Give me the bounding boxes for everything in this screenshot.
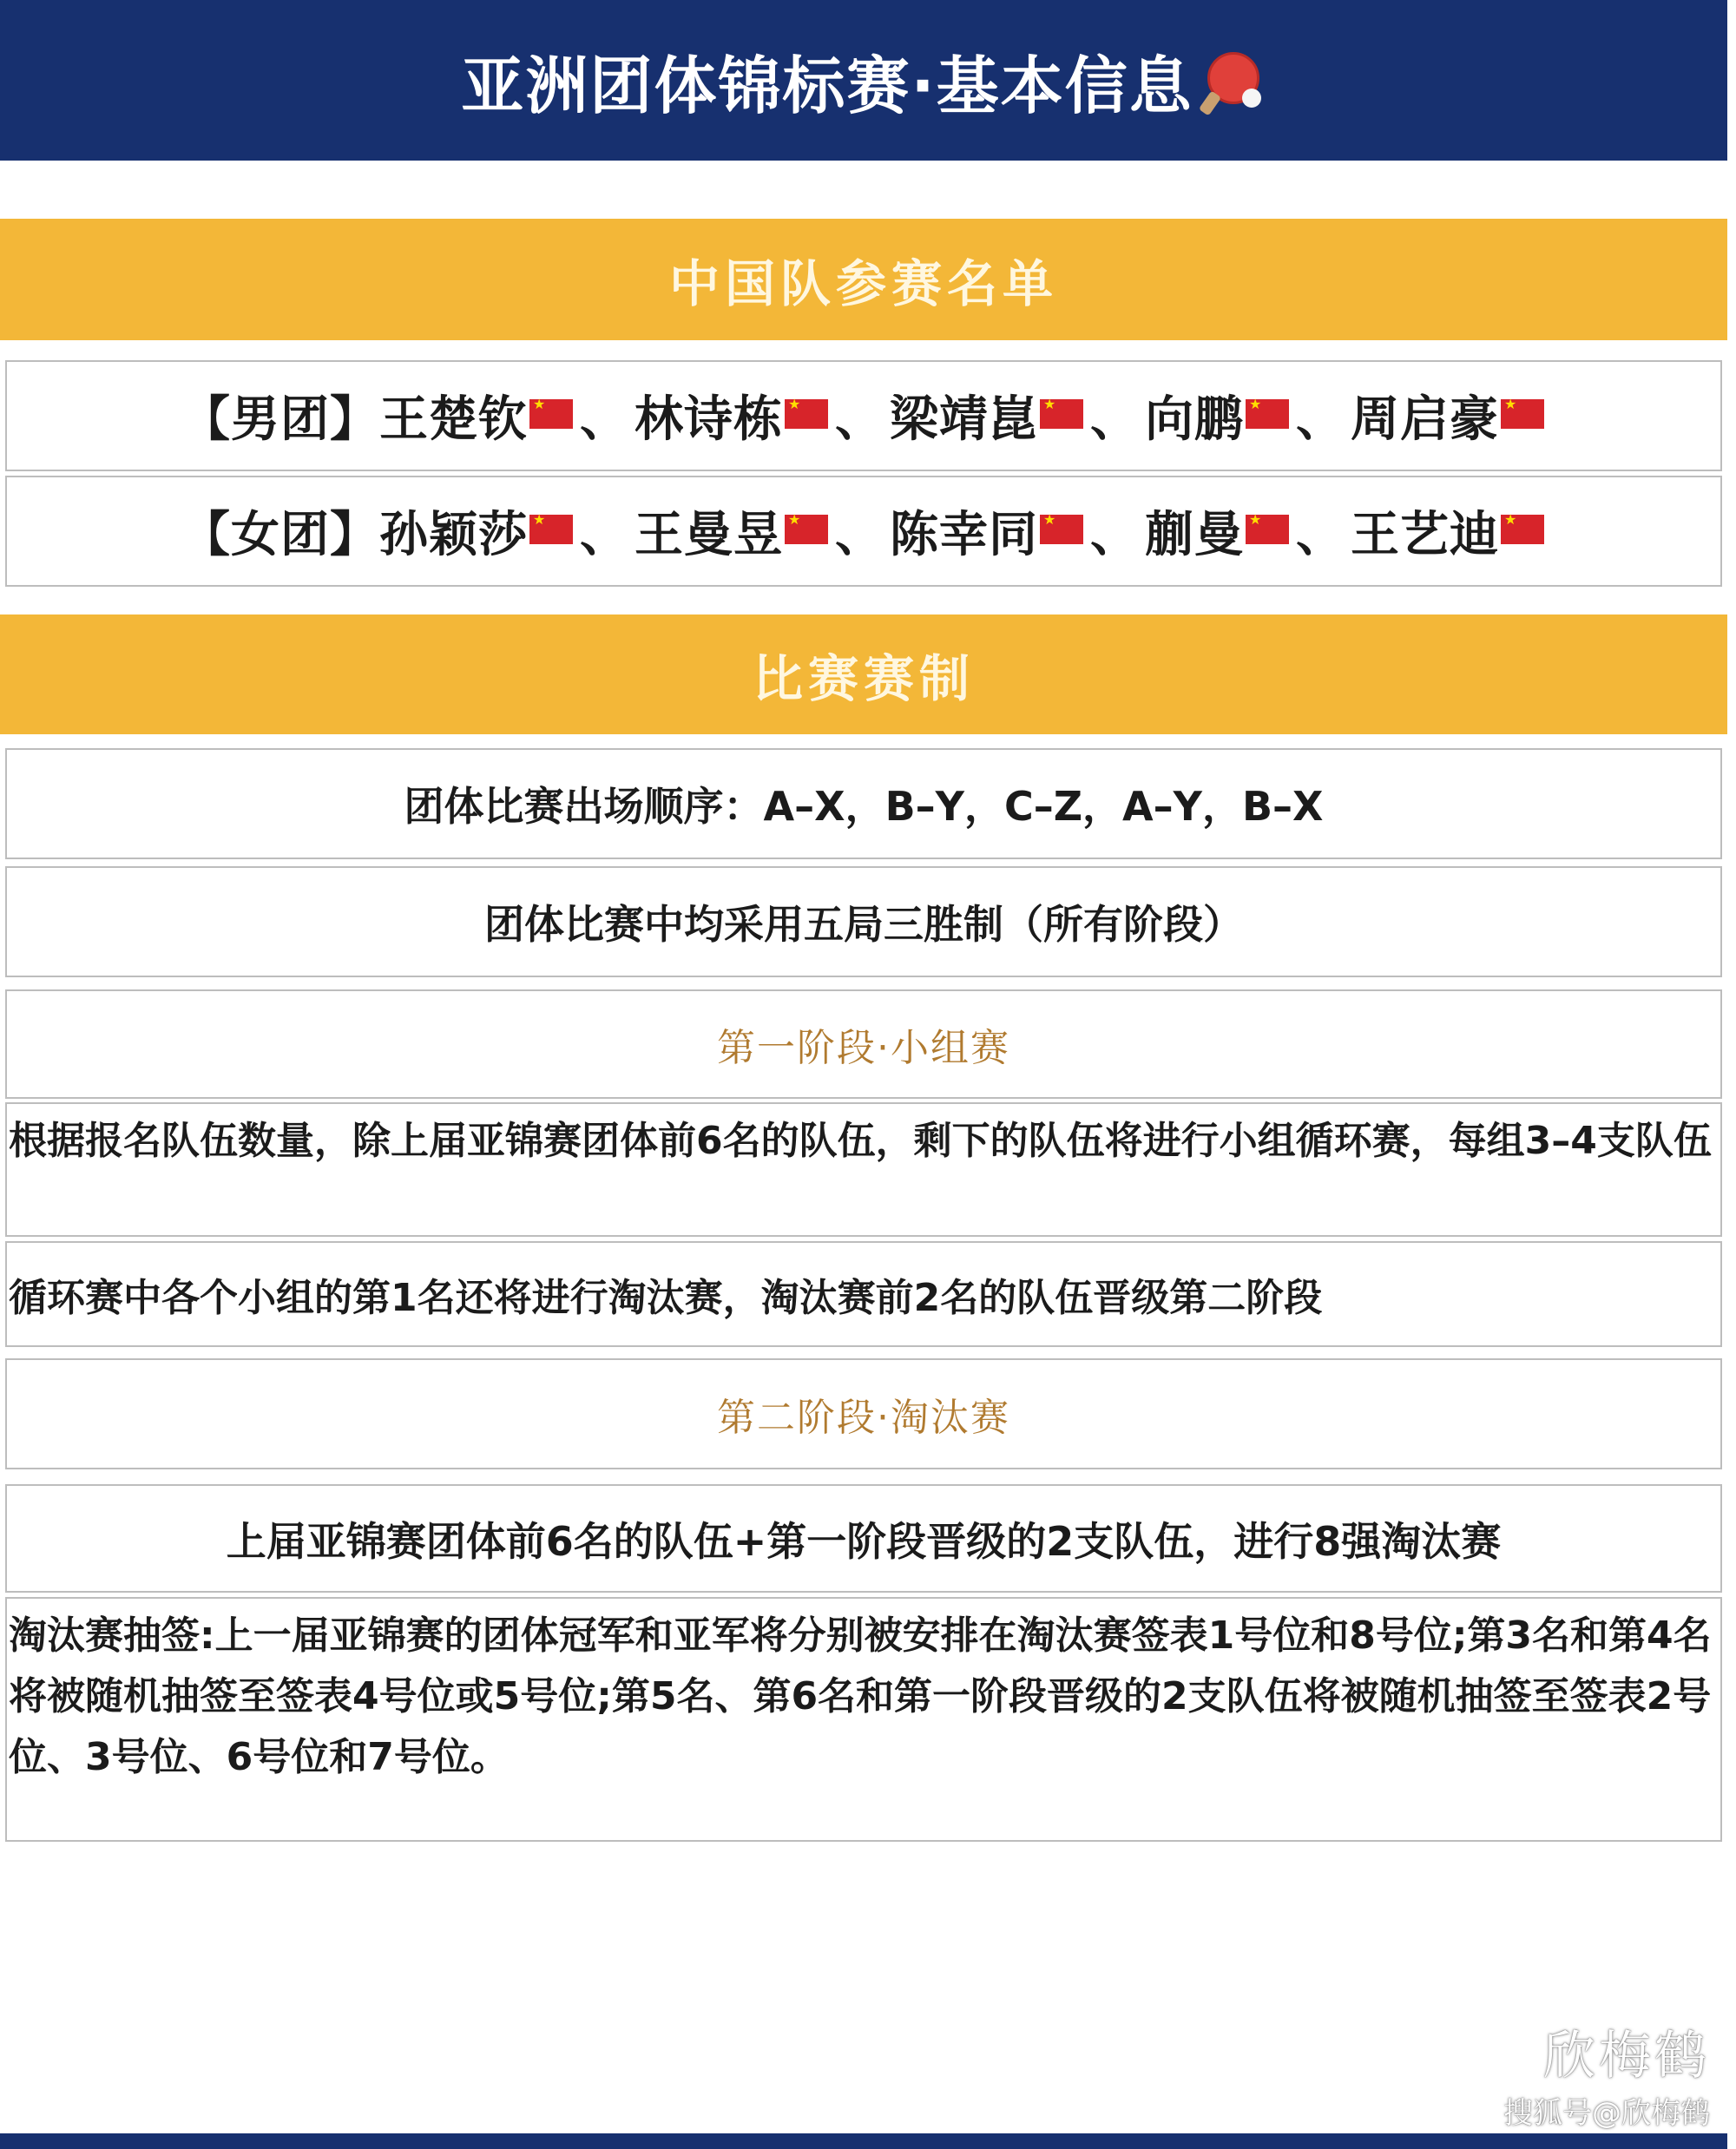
player-name: 梁靖崑 <box>890 391 1038 448</box>
stage1-paragraph-1: 根据报名队伍数量，除上届亚锦赛团体前6名的队伍，剩下的队伍将进行小组循环赛，每组3–4支队伍 <box>5 1102 1722 1237</box>
stage1-title: 第一阶段·小组赛 <box>5 989 1722 1099</box>
women-team-row: 【女团】 孙颖莎 ★ 、 王曼昱 ★ 、 陈幸同 ★ 、 蒯曼 ★ 、 王艺迪 ★ <box>5 476 1722 587</box>
format-section-title: 比赛赛制 <box>0 614 1727 734</box>
page-title: 亚洲团体锦标赛·基本信息 <box>461 49 1194 122</box>
player-name: 孙颖莎 <box>379 507 528 563</box>
page-header <box>0 0 1727 161</box>
draw-rules-paragraph: 淘汰赛抽签:上一届亚锦赛的团体冠军和亚军将分别被安排在淘汰赛签表1号位和8号位;第3名和第4名将被随机抽签至签表4号位或5号位;第5名、第6名和第一阶段晋级的2支队伍将被随机抽签至签表2号位、3号位、6号位和7号位。 <box>5 1597 1722 1842</box>
player-name: 蒯曼 <box>1145 507 1244 563</box>
china-flag-icon <box>785 515 828 544</box>
player-name: 陈幸同 <box>890 507 1038 563</box>
china-flag-icon <box>529 515 573 544</box>
bottom-bar <box>0 2133 1727 2149</box>
china-flag-icon <box>785 399 828 429</box>
women-team-label: 【女团】 <box>181 507 379 563</box>
player-name: 周启豪 <box>1351 391 1499 448</box>
men-team-label: 【男团】 <box>181 391 379 448</box>
china-flag-icon <box>1501 399 1544 429</box>
player-name: 王艺迪 <box>1351 507 1499 563</box>
china-flag-icon <box>1040 399 1083 429</box>
roster-section-title: 中国队参赛名单 <box>0 219 1727 340</box>
stage2-title: 第二阶段·淘汰赛 <box>5 1358 1722 1469</box>
watermark-name: 欣梅鹤 <box>1543 2026 1710 2087</box>
china-flag-icon <box>1246 399 1289 429</box>
china-flag-icon <box>1246 515 1289 544</box>
pingpong-paddle-icon <box>1199 47 1266 115</box>
china-flag-icon <box>1501 515 1544 544</box>
men-team-row: 【男团】 王楚钦 ★ 、 林诗栋 ★ 、 梁靖崑 ★ 、 向鹏 ★ 、 周启豪 ★ <box>5 360 1722 471</box>
player-name: 向鹏 <box>1145 391 1244 448</box>
watermark <box>1503 2014 1710 2132</box>
watermark-source: 搜狐号@欣梅鹤 <box>1503 2096 1710 2131</box>
player-name: 王楚钦 <box>379 391 528 448</box>
stage2-paragraph-1: 上届亚锦赛团体前6名的队伍+第一阶段晋级的2支队伍，进行8强淘汰赛 <box>5 1484 1722 1593</box>
stage1-paragraph-2: 循环赛中各个小组的第1名还将进行淘汰赛，淘汰赛前2名的队伍晋级第二阶段 <box>5 1241 1722 1347</box>
china-flag-icon <box>1040 515 1083 544</box>
china-flag-icon <box>529 399 573 429</box>
match-rule-row: 团体比赛中均采用五局三胜制（所有阶段） <box>5 866 1722 977</box>
player-name: 林诗栋 <box>635 391 783 448</box>
match-order-row: 团体比赛出场顺序：A–X，B–Y，C–Z，A–Y，B–X <box>5 748 1722 859</box>
player-name: 王曼昱 <box>635 507 783 563</box>
